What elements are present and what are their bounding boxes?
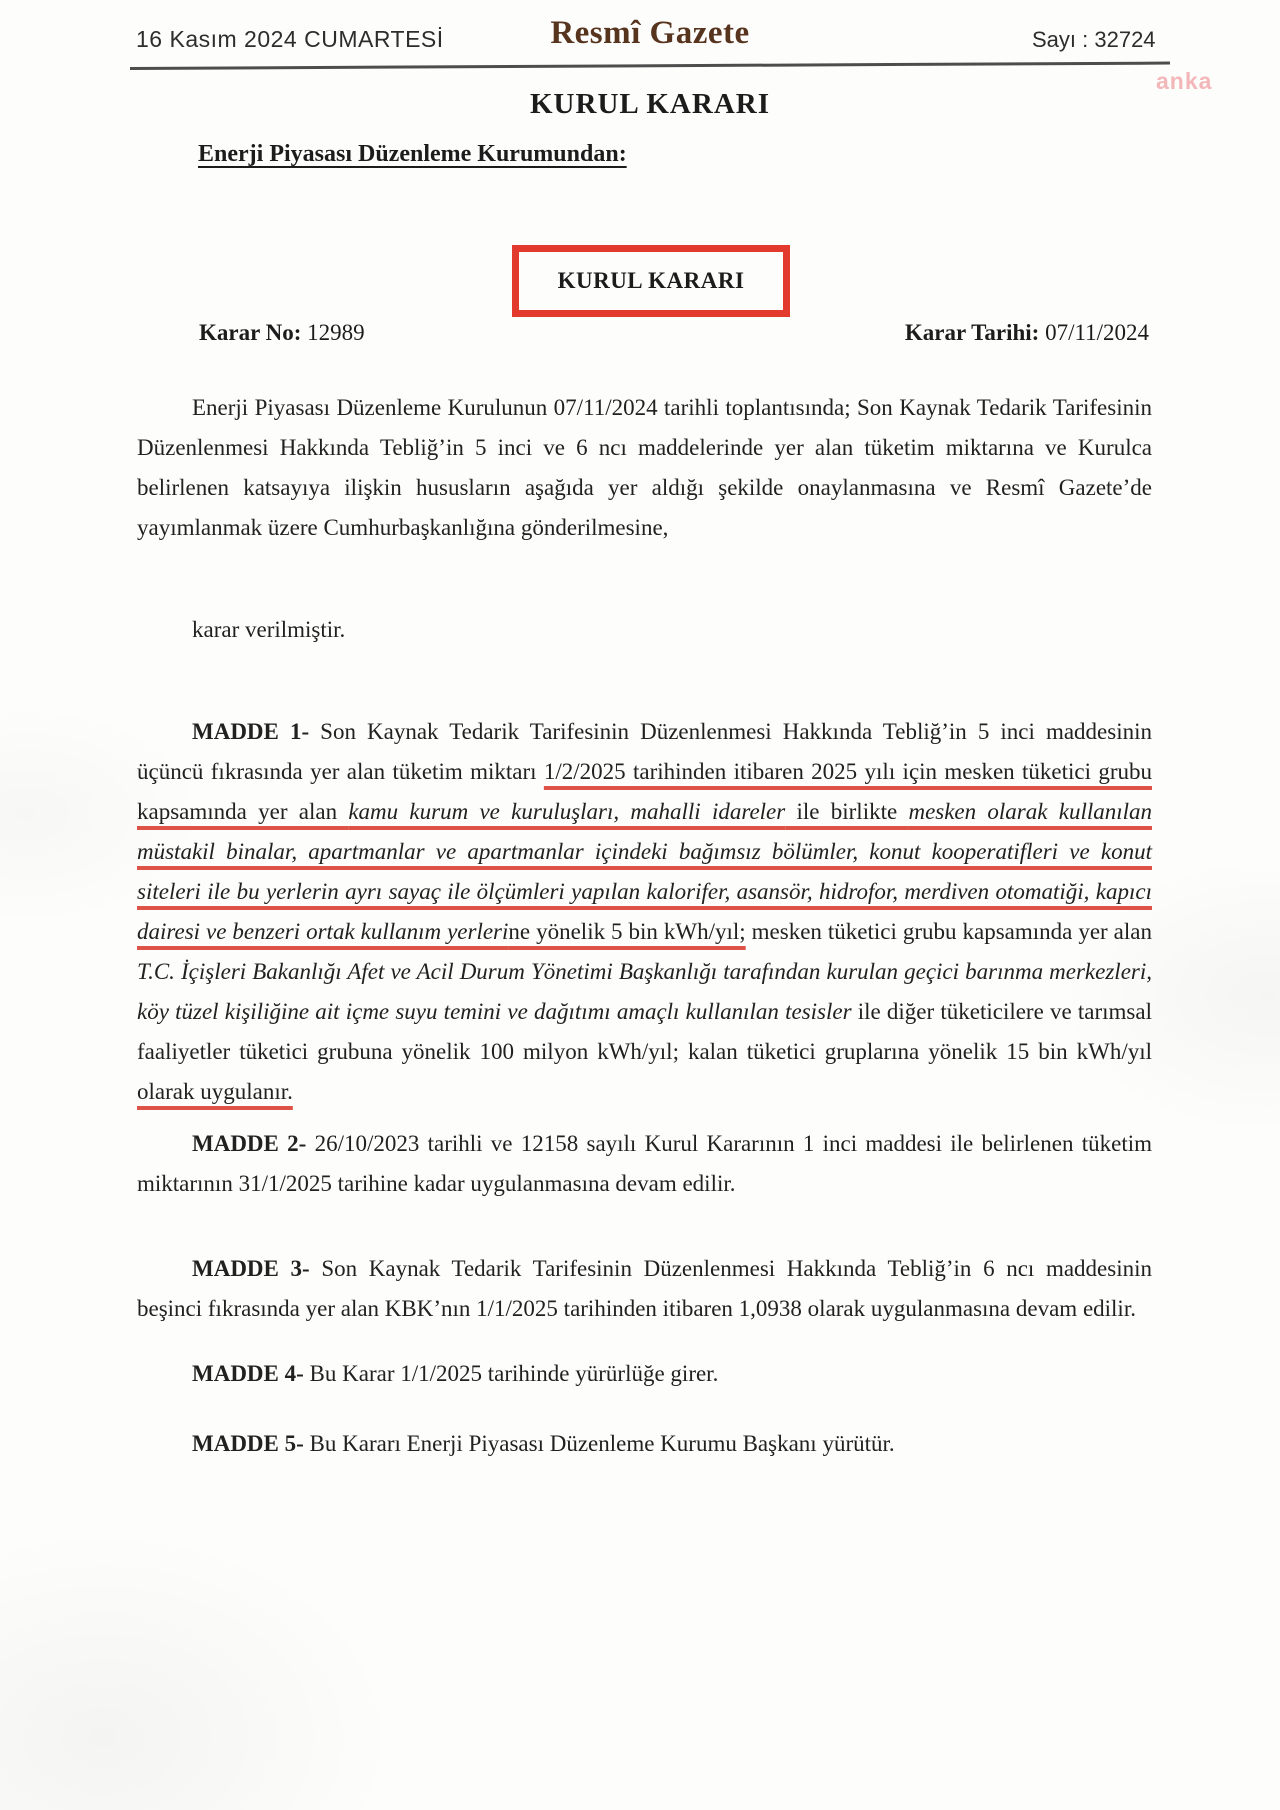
article-madde-2 [137,1124,1152,1204]
article-madde-4 [137,1354,1152,1394]
article-madde-5 [137,1424,1152,1464]
decision-date-label: Karar Tarihi: [904,320,1040,345]
text-segment: mesken tüketici grubu kapsamında yer alan [745,919,1152,944]
text-segment: MADDE 3- [192,1256,322,1281]
text-segment: Son Kaynak Tedarik Tarifesinin Düzenlenmesi Hakkında Tebliğ’in 6 ncı maddesinin beşinci fıkrasında yer alan KBK’nın 1/1/2025 tarihinden itibaren 1,0938 olarak uygulanmasına devam edilir. [137,1256,1152,1321]
gazette-masthead: Resmî Gazete [550,15,750,51]
resolution-line [137,610,1152,650]
text-segment: MADDE 4- [192,1361,310,1386]
decision-meta-row [199,320,1149,346]
boxed-decision-title: KURUL KARARI [557,268,745,293]
intro-paragraph [137,388,1152,548]
text-segment: Bu Kararı Enerji Piyasası Düzenleme Kurumu Başkanı yürütür. [309,1431,895,1456]
section-title: KURUL KARARI [530,88,770,120]
text-segment: MADDE 5- [192,1431,310,1456]
article-madde-1 [137,712,1152,1112]
gazette-date: 16 Kasım 2024 CUMARTESİ [136,26,444,52]
text-segment: T.C. İçişleri Bakanlığı Afet ve Acil Durum Yönetimi Başkanlığı tarafından kurulan geçici barınma merkezleri, köy tüzel kişiliğine ait içme suyu temini ve dağıtımı amaçlı kullanılan tesisler [137,959,1152,1024]
text-segment: MADDE 2- [192,1131,315,1156]
decision-number-value: 12989 [307,320,365,345]
text-segment: MADDE 1- [192,719,321,744]
text-segment: ile diğer tüketicilere ve tarımsal faaliyetler tüketici grubuna yönelik 100 milyon kWh/yıl; kalan tüketici gruplarına yönelik 15 bin kWh/yıl [137,999,1152,1064]
text-segment: Enerji Piyasası Düzenleme Kurulunun 07/11/2024 tarihli toplantısında; Son Kaynak Tedarik Tarifesinin Düzenlenmesi Hakkında Tebliğ’in 5 inci ve 6 ncı maddelerinde yer alan tüketim miktarına ve Kurulca belirlenen katsayıya ilişkin hususların aşağıda yer aldığı şekilde onaylanmasına ve Resmî Gazete’de yayımlanmak üzere Cumhurbaşkanlığına gönderilmesine, [137,395,1152,540]
text-segment: ile birlikte [785,799,909,824]
text-segment: kamu kurum ve kuruluşları, mahalli idareler [348,799,786,824]
anka-watermark: anka [1156,68,1213,94]
text-segment: Bu Karar 1/1/2025 tarihinde yürürlüğe girer. [309,1361,719,1386]
text-segment: ne yönelik 5 bin kWh/yıl; [508,919,746,944]
text-segment: mesken olarak kullanılan müstakil binalar, apartmanlar ve apartmanlar içindeki bağımsız bölümler, konut kooperatifleri ve konut siteleri ile bu yerlerin ayrı sayaç ile ölçümleri yapılan kalorifer, asansör, hidrofor, merdiven otomatiği, kapıcı dairesi ve benzeri ortak kullanım yerleri [137,799,1152,944]
issuing-authority-line: Enerji Piyasası Düzenleme Kurumundan: [198,141,627,167]
text-segment: karar verilmiştir. [192,617,346,642]
text-segment: olarak uygulanır. [137,1079,293,1104]
text-segment: 1/2/2025 tarihinden itibaren 2025 yılı için mesken tüketici grubu kapsamında yer alan [137,759,1152,824]
header-divider [130,62,1170,70]
gazette-issue-number: Sayı : 32724 [1032,27,1156,52]
text-segment: 26/10/2023 tarihli ve 12158 sayılı Kurul Kararının 1 inci maddesi ile belirlenen tüketim miktarının 31/1/2025 tarihine kadar uygulanmasına devam edilir. [137,1131,1152,1196]
decision-body [137,388,1152,1464]
decision-number-label: Karar No: [199,320,302,345]
decision-date [905,320,1149,346]
decision-date-value: 07/11/2024 [1045,320,1149,345]
text-segment: Son Kaynak Tedarik Tarifesinin Düzenlenmesi Hakkında Tebliğ’in 5 inci maddesinin üçüncü fıkrasında yer alan tüketim miktarı [137,719,1152,784]
article-madde-3 [137,1249,1152,1329]
decision-number [199,320,365,346]
decision-title-highlight-box [512,245,790,317]
